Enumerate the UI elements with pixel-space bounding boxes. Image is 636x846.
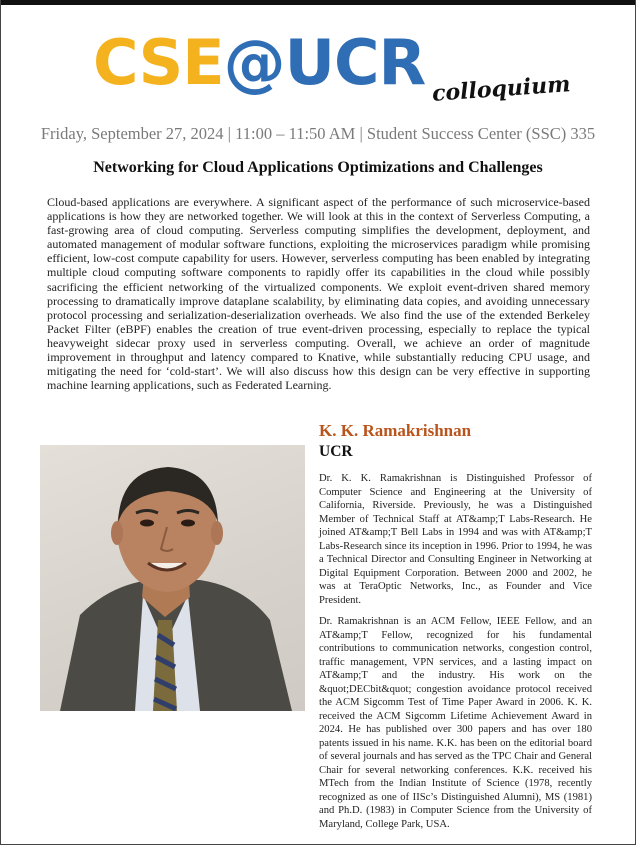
event-details: Friday, September 27, 2024 | 11:00 – 11:50 AM | Student Success Center (SSC) 335	[40, 124, 596, 143]
colloquium-label: colloquium	[431, 71, 572, 107]
speaker-bio-paragraph-1: Dr. K. K. Ramakrishnan is Distinguished Professor of Computer Science and Engineering at the University of California, Riverside. Previously, he was a Distinguished Member of Technical Staff at AT&amp;T Labs-Research. He joined AT&amp;T Bell Labs in 1994 and was with AT&amp;T Labs-Research since its inception in 1996. Prior to 1994, he was a Technical Director and Consulting Engineer in Networking at Digital Equipment Corporation. Between 2000 and 2002, he was at TeraOptic Networks, Inc., as Founder and Vice President.	[319, 473, 592, 606]
talk-abstract: Cloud-based applications are everywhere. A significant aspect of the performance of such microservice-based applications is how they are networked together. We will look at this in the context of Serverless Computing, a fast-growing area of cloud computing. Serverless computing simplifies the development, deployment, and automated management of modular software functions, exploiting the microservices paradigm while promising efficient, low-cost compute capability for users. However, serverless computing has been enabled by integrating multiple cloud computing software components to rapidly offer its capabilities in the cloud while possibly sacrificing the efficient networking of the virtualized components. We exploit event-driven shared memory processing to dramatically improve dataplane scalability, by eliminating data copies, and avoiding unnecessary protocol processing and serialization-deserialization overheads. We also find the use of the extended Berkeley Packet Filter (eBPF) enables the creation of true event-driven processing, especially to replace the typical heavyweight sidecar proxy used in serverless computing. Overall, we achieve an order of magnitude improvement in throughput and latency compared to Knative, while substantially reducing CPU usage, and mitigating the need for ‘cold-start’. We will also discuss how this design can be very effective in supporting machine learning applications, such as Federated Learning.	[47, 195, 590, 393]
logo-ucr: UCR	[284, 26, 426, 99]
talk-title: Networking for Cloud Applications Optimizations and Challenges	[93, 159, 543, 176]
cse-ucr-logo	[93, 26, 426, 99]
speaker-portrait-image	[40, 445, 305, 711]
logo-cse: CSE	[93, 26, 224, 99]
speaker-bio-paragraph-2: Dr. Ramakrishnan is an ACM Fellow, IEEE Fellow, and an AT&amp;T Fellow, recognized for his fundamental contributions to communication networks, congestion control, traffic management, VPN services, and a lasting impact on AT&amp;T and the industry. His work on the &quot;DECbit&quot; congestion avoidance protocol received the ACM Sigcomm Test of Time Paper Award in 2006. K. K. received the ACM Sigcomm Lifetime Achievement Award in 2024. He has published over 300 papers and has over 180 patents issued in his name. K.K. has been on the editorial board of several journals and has served as the TPC Chair and General Chair for several networking conferences. K.K. received his MTech from the Indian Institute of Science (1978, recently recognized as one of IISc’s Distinguished Alumni), MS (1981) and Ph.D. (1983) in Computer Science from the University of Maryland, College Park, USA.	[319, 616, 592, 830]
speaker-affiliation: UCR	[319, 443, 353, 460]
speaker-name: K. K. Ramakrishnan	[319, 421, 472, 440]
logo-at: @	[223, 26, 285, 99]
speaker-photo	[40, 445, 305, 711]
